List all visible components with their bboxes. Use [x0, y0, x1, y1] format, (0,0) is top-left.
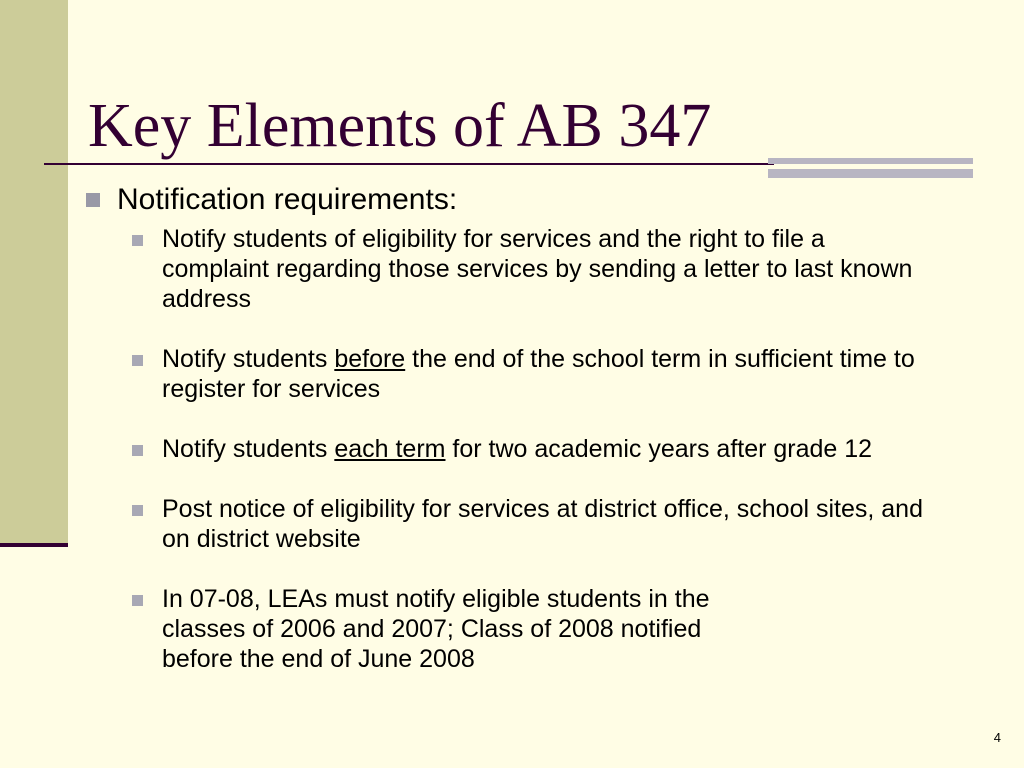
- bullet-text: Notify students of eligibility for services and the right to file a complaint regarding those services by sending a letter to last known address: [162, 225, 913, 313]
- bullet-text-end: for two academic years after grade 12: [445, 435, 873, 463]
- square-bullet-icon: [132, 235, 143, 246]
- square-bullet-icon: [132, 595, 143, 606]
- title-decor-stripes: [768, 158, 973, 178]
- list-item: [132, 224, 932, 314]
- square-bullet-icon: [132, 505, 143, 516]
- emphasis-text: before: [334, 345, 406, 373]
- level1-bullet: [86, 182, 457, 218]
- bullet-text: [162, 344, 932, 404]
- emphasis-text: each term: [334, 435, 446, 463]
- bullet-text: [162, 434, 872, 464]
- section-heading: Notification requirements:: [117, 183, 458, 216]
- left-accent-bar: [0, 0, 68, 545]
- list-item: [132, 584, 932, 674]
- bullet-text: [162, 584, 710, 674]
- list-item: [132, 344, 932, 404]
- square-bullet-icon: [86, 193, 100, 207]
- bullet-text-end: the end of the school term in sufficient time to register for services: [162, 345, 915, 403]
- square-bullet-icon: [132, 445, 143, 456]
- bullet-text: Post notice of eligibility for services at district office, school sites, and on district website: [162, 495, 923, 553]
- bullet-list: [132, 224, 932, 704]
- page-number: 4: [993, 730, 1001, 745]
- bullet-line: In 07-08, LEAs must notify eligible students in the: [162, 585, 710, 613]
- bullet-line: classes of 2006 and 2007; Class of 2008 notified: [162, 615, 702, 643]
- bullet-text-start: Notify students: [162, 435, 335, 463]
- left-accent-rule: [0, 543, 68, 547]
- list-item: [132, 494, 932, 554]
- title-underline: [44, 163, 774, 165]
- slide-title: Key Elements of AB 347: [88, 92, 712, 160]
- bullet-text-start: Notify students: [162, 345, 335, 373]
- bullet-line: before the end of June 2008: [162, 645, 475, 673]
- list-item: [132, 434, 932, 464]
- square-bullet-icon: [132, 355, 143, 366]
